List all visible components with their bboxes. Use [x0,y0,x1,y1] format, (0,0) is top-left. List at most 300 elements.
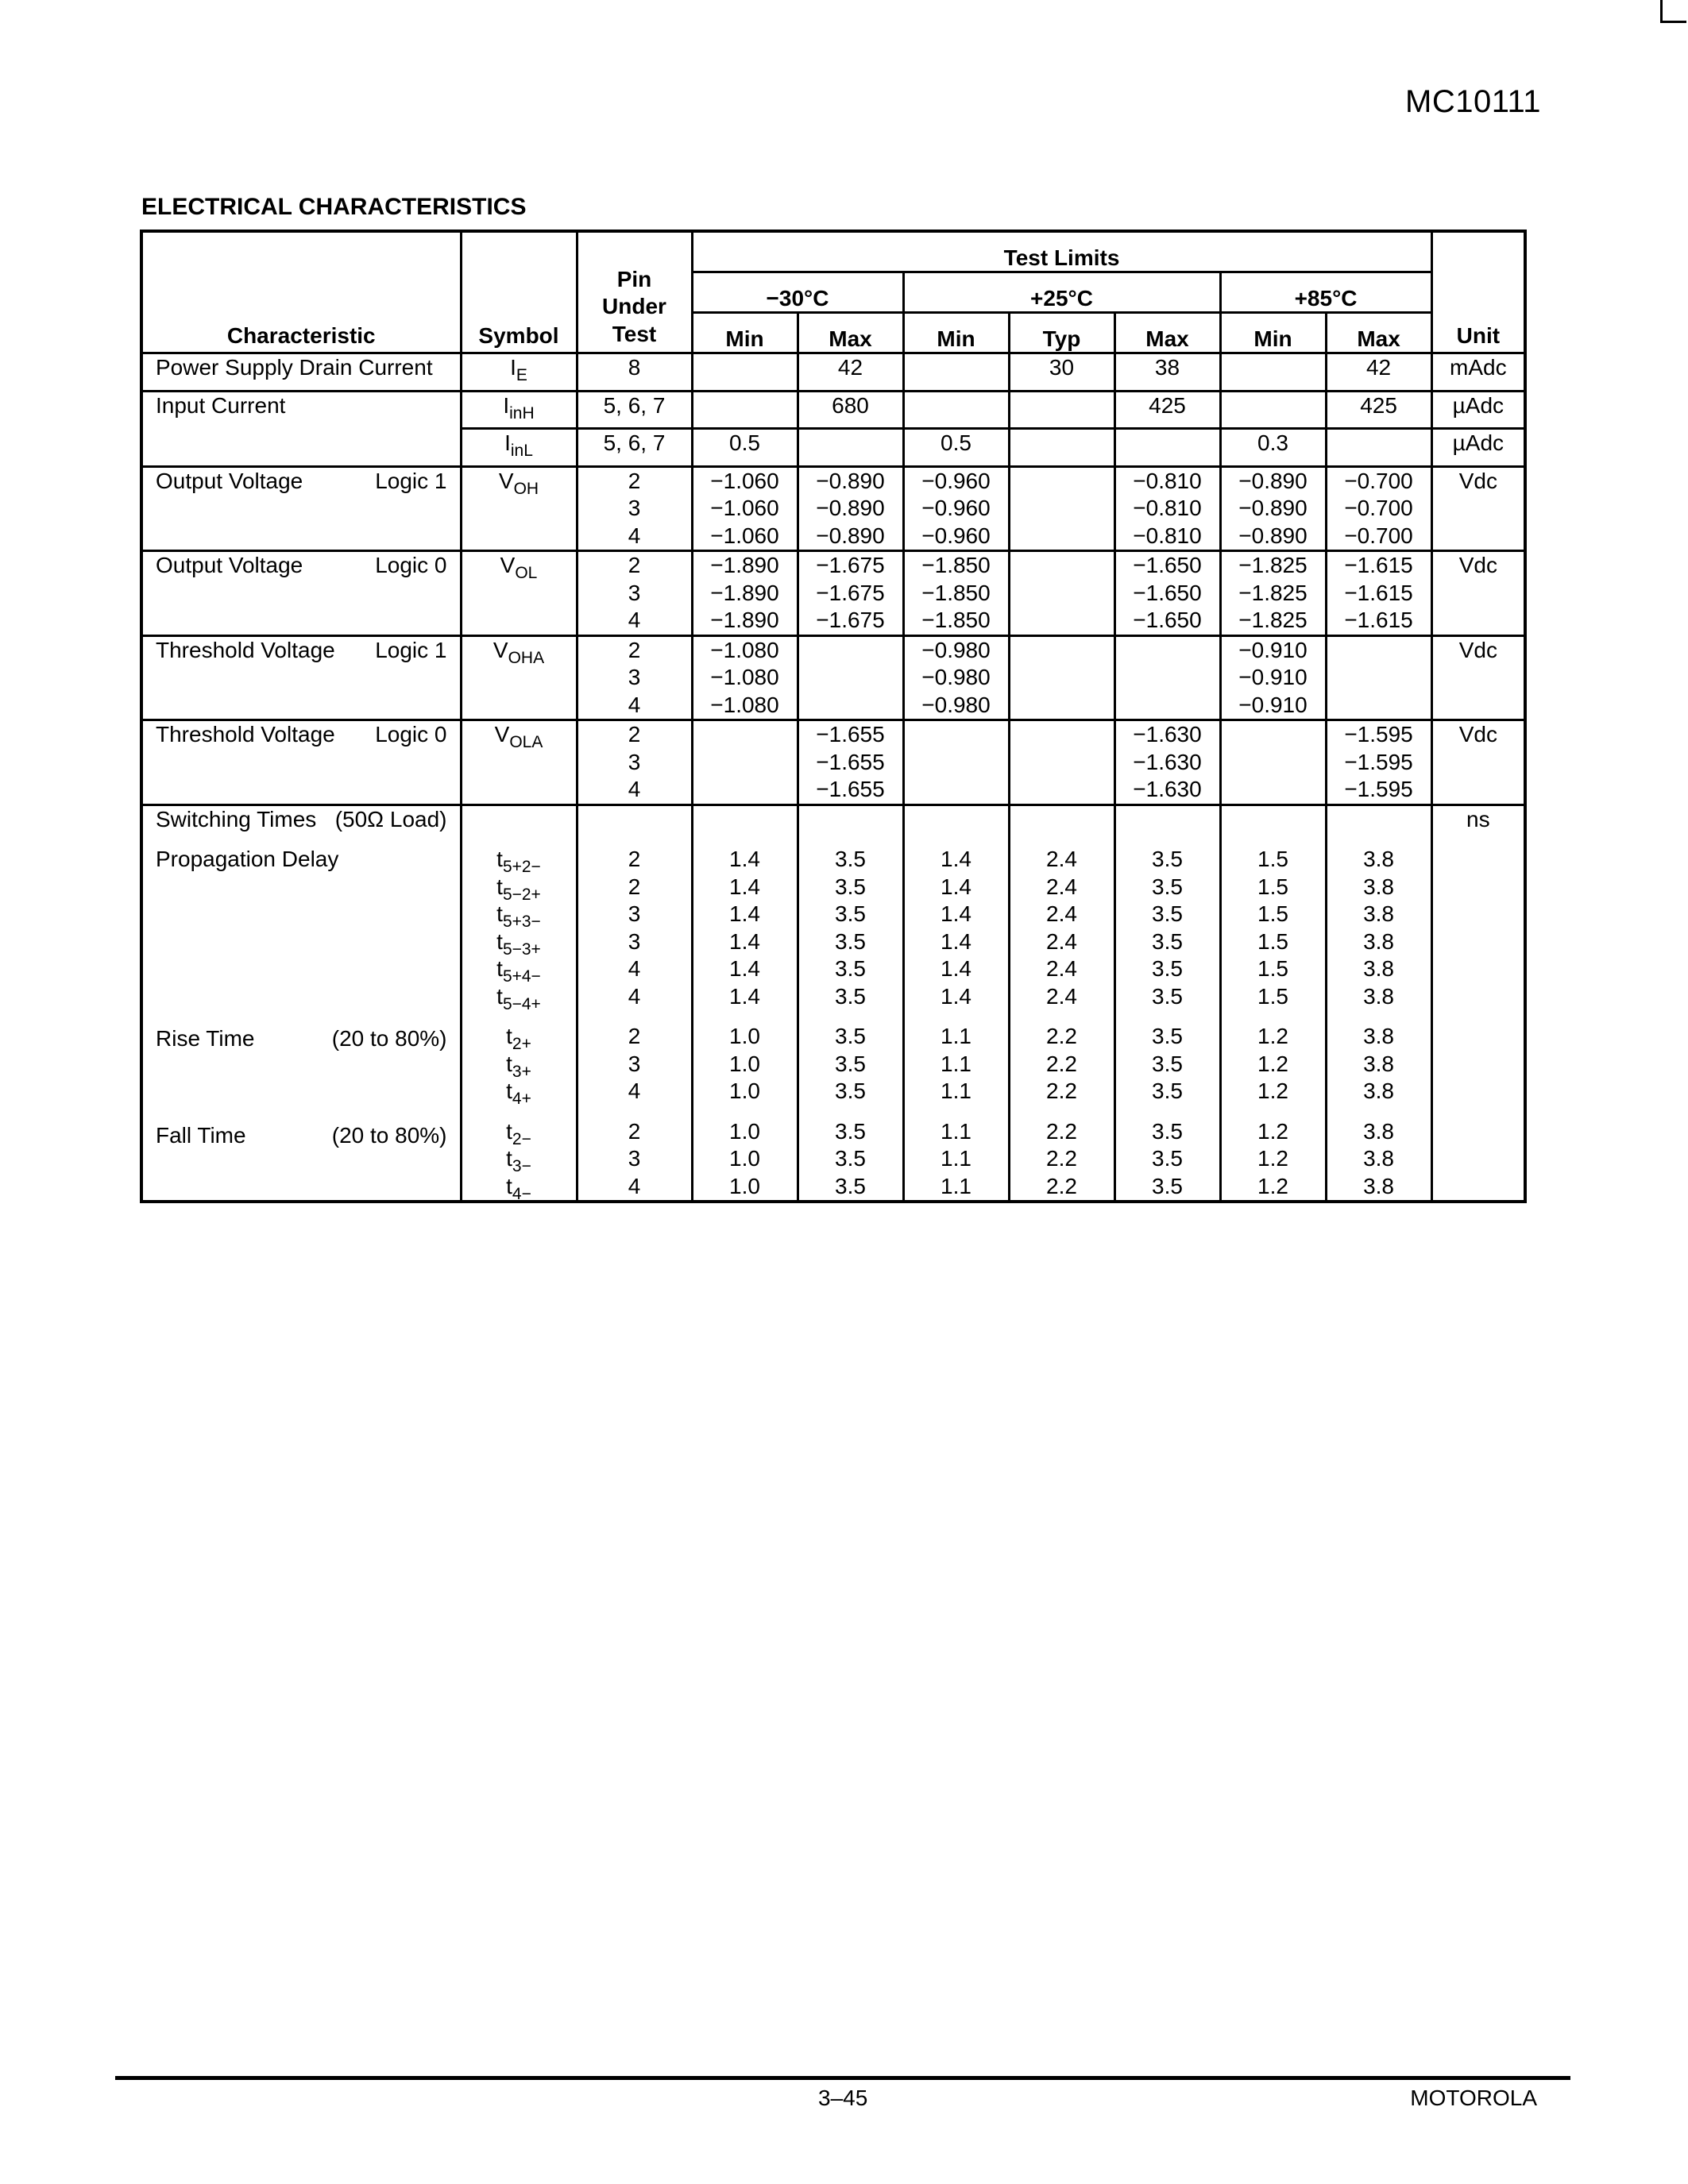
value: 2.4 [1046,928,1077,954]
symbol-base: t [506,1173,512,1198]
value-cell [1114,429,1220,467]
value: 3.5 [1152,847,1183,871]
value: 1.5 [1257,874,1288,899]
value: 3.5 [835,1024,866,1048]
value: −1.080 [710,692,779,717]
symbol-base: t [496,874,503,899]
spacer [905,833,1008,846]
symbol-subscript: 2− [512,1129,531,1148]
symbol-cell [461,551,577,636]
value-cell [1326,466,1431,551]
value: −1.650 [1133,580,1202,605]
logic-label: Logic 1 [375,468,447,493]
value: 1.4 [941,983,971,1009]
symbol-subscript: inH [509,403,535,423]
value-cell [1220,551,1326,636]
value: −1.595 [1344,722,1413,747]
value: 3.8 [1363,1173,1395,1198]
value: −1.850 [921,580,991,605]
value: −0.980 [921,692,991,717]
value-cell: 30 [1009,353,1114,392]
blank-line [578,806,691,834]
value: 3.5 [1152,1024,1183,1048]
value-cell [1114,805,1220,1202]
spacer [693,833,797,846]
header-unit: Unit [1431,231,1525,353]
unit-cell: µAdc [1431,429,1525,467]
value-cell [692,635,798,720]
symbol-subscript: inL [510,442,533,460]
value: 3.5 [1152,1078,1183,1103]
pin-value: 2 [628,1024,641,1048]
header-col-max: Max [1326,313,1431,353]
value: 1.0 [729,1173,760,1198]
header-temp-plus85: +85°C [1220,272,1431,313]
value: 3.5 [1152,874,1183,899]
table-row [141,635,1525,720]
value-cell [1009,551,1114,636]
value: −1.890 [710,553,779,577]
value: 1.4 [941,901,971,926]
characteristic-cell [141,551,461,636]
characteristic-cell [141,635,461,720]
value: −1.655 [816,722,885,747]
value: 1.2 [1257,1078,1288,1103]
symbol-cell [461,635,577,720]
spacer [799,1010,902,1023]
value: −1.615 [1344,608,1413,632]
value: 1.0 [729,1146,760,1171]
value: −1.615 [1344,580,1413,605]
symbol-cell [461,353,577,392]
table-row [141,391,1525,429]
value: −1.060 [710,523,779,548]
value: 3.5 [835,901,866,926]
spacer [1222,833,1325,846]
value: −0.810 [1133,523,1202,548]
value: 1.5 [1257,983,1288,1009]
header-col-min: Min [903,313,1009,353]
value: −1.890 [710,608,779,632]
value: 1.0 [729,1051,760,1076]
value: 1.4 [729,874,760,899]
value-cell: 0.5 [903,429,1009,467]
spacer [1222,1106,1325,1118]
value: 3.5 [835,1118,866,1144]
table-row [141,466,1525,551]
value: 3.5 [835,956,866,981]
value: 2.2 [1046,1024,1077,1048]
value: 1.5 [1257,901,1288,926]
value: 1.4 [941,874,971,899]
corner-crop-mark [1660,0,1686,23]
logic-label: Logic 0 [375,722,447,747]
value-cell: 425 [1326,391,1431,429]
value: 1.2 [1257,1146,1288,1171]
spacer [462,833,576,846]
value: 2.2 [1046,1173,1077,1198]
value-cell [903,466,1009,551]
value-cell [1009,720,1114,805]
value: −1.060 [710,496,779,520]
characteristic-label: Threshold Voltage [156,637,335,662]
symbol-subscript: OH [513,479,539,498]
pin-value: 2 [628,468,641,493]
symbol-subscript: 2+ [512,1035,531,1053]
symbol-subscript: OHA [508,648,545,667]
value-cell [1220,353,1326,392]
pin-value: 3 [628,749,641,774]
symbol-base: t [506,1118,512,1144]
value: −0.700 [1344,468,1413,493]
value: −0.890 [1238,468,1308,493]
header-temp-minus30: −30°C [692,272,903,313]
value: 3.5 [1152,983,1183,1009]
value-cell [1009,429,1114,467]
unit-cell: µAdc [1431,391,1525,429]
symbol-subscript: 3− [512,1157,531,1175]
pin-value: 2 [628,722,641,747]
spacer [905,1106,1008,1118]
spacer [1116,833,1219,846]
header-col-typ: Typ [1009,313,1114,353]
value: 1.4 [729,847,760,871]
symbol-base: t [496,847,503,871]
pin-value: 2 [628,1118,641,1144]
value: −1.630 [1133,777,1202,801]
header-col-min: Min [1220,313,1326,353]
value: 1.5 [1257,928,1288,954]
characteristic-label: Power Supply Drain Current [141,353,461,392]
electrical-characteristics-table [140,230,1527,1203]
pin-value: 3 [628,1051,641,1076]
value-cell [1009,805,1114,1202]
pin-value: 2 [628,874,641,899]
blank-line [799,806,902,834]
value: −1.675 [816,608,885,632]
value: 2.4 [1046,956,1077,981]
pin-cell [577,720,692,805]
header-symbol: Symbol [461,231,577,353]
value: 2.4 [1046,874,1077,899]
symbol-subscript: 4+ [512,1090,531,1108]
value-cell [1114,635,1220,720]
value: −0.890 [816,468,885,493]
value: 2.2 [1046,1051,1077,1076]
header-col-min: Min [692,313,798,353]
value: 3.8 [1363,1118,1395,1144]
value: −0.910 [1238,665,1308,689]
symbol-subscript: OL [515,564,538,582]
value: −1.630 [1133,722,1202,747]
header-pin-under-test [577,231,692,353]
value: −0.700 [1344,523,1413,548]
spacer [799,833,902,846]
unit-cell: Vdc [1431,466,1525,551]
value: 3.8 [1363,956,1395,981]
value-cell [1220,635,1326,720]
symbol-base: t [496,928,503,954]
value-cell: 0.5 [692,429,798,467]
value: −1.650 [1133,553,1202,577]
spacer [1327,1106,1431,1118]
pin-value: 3 [628,1146,641,1171]
symbol-subscript: OLA [509,733,543,751]
table-row [141,353,1525,392]
spacer [799,1106,902,1118]
value: 3.5 [1152,1146,1183,1171]
characteristic-label: Output Voltage [156,468,303,493]
symbol-entry [462,928,576,959]
symbol-base: V [498,468,514,493]
spacer [1010,833,1114,846]
value: 1.2 [1257,1051,1288,1076]
value-cell [1326,551,1431,636]
header-col-max: Max [1114,313,1220,353]
symbol-entry [462,874,576,904]
value: 1.4 [941,928,971,954]
characteristic-cell [141,720,461,805]
value: 2.2 [1046,1118,1077,1144]
value-cell [1009,635,1114,720]
value: −1.080 [710,637,779,662]
value: 2.4 [1046,983,1077,1009]
footer-rule [115,2076,1570,2080]
unit-cell: Vdc [1431,551,1525,636]
value: 3.5 [1152,901,1183,926]
blank-line [905,806,1008,834]
header-pin-line-3: Test [612,321,657,346]
value: 3.8 [1363,1146,1395,1171]
value-cell [798,635,903,720]
spacer [1222,1010,1325,1023]
unit-cell: Vdc [1431,720,1525,805]
value: 3.5 [1152,1051,1183,1076]
value: 1.4 [729,956,760,981]
pin-value: 4 [628,983,641,1009]
logic-label: Logic 0 [375,553,447,577]
unit-cell: mAdc [1431,353,1525,392]
value-cell [903,353,1009,392]
spacer [1010,1010,1114,1023]
pin-value: 4 [628,523,641,548]
value: −0.810 [1133,496,1202,520]
spacer [1010,1106,1114,1118]
value: −1.655 [816,749,885,774]
rise-time-label: Rise Time [156,1025,255,1051]
symbol-entry [462,1145,576,1173]
symbol-subscript: E [516,366,527,384]
value-cell [1220,391,1326,429]
value: 3.8 [1363,928,1395,954]
value: −0.960 [921,496,991,520]
pin-cell [577,635,692,720]
value: −0.960 [921,468,991,493]
symbol-base: V [494,722,510,747]
value-cell [1326,720,1431,805]
value: 1.2 [1257,1024,1288,1048]
symbol-entry [462,1023,576,1051]
spacer [578,1106,691,1118]
symbol-base: V [500,553,516,577]
value: −1.595 [1344,777,1413,801]
symbol-base: t [506,1051,512,1076]
value: 3.5 [835,928,866,954]
value: 3.8 [1363,1024,1395,1048]
symbol-base: t [506,1146,512,1171]
blank-line [1222,806,1325,834]
header-characteristic: Characteristic [141,231,461,353]
spacer [1327,1010,1431,1023]
characteristic-label: Input Current [141,391,461,466]
fall-time-condition: (20 to 80%) [331,1123,447,1148]
value-cell [1326,429,1431,467]
symbol-entry [462,846,576,874]
pin-cell: 8 [577,353,692,392]
value-cell [1220,805,1326,1202]
section-title: ELECTRICAL CHARACTERISTICS [141,194,527,220]
spacer [578,833,691,846]
value: −1.060 [710,468,779,493]
value-cell [1009,391,1114,429]
characteristic-label: Threshold Voltage [156,722,335,747]
spacer [1116,1106,1219,1118]
pin-value: 3 [628,665,641,689]
value: 1.0 [729,1078,760,1103]
value-cell [1009,466,1114,551]
value: −0.960 [921,523,991,548]
value: 2.2 [1046,1146,1077,1171]
switching-label: Switching Times [156,806,317,832]
value: −1.595 [1344,749,1413,774]
value: 3.8 [1363,1078,1395,1103]
spacer [693,1106,797,1118]
pin-value: 2 [628,553,641,577]
value-cell: 680 [798,391,903,429]
value-cell [1114,551,1220,636]
spacer [1327,833,1431,846]
value: 3.5 [1152,1173,1183,1198]
value: 2.4 [1046,847,1077,871]
value: −1.630 [1133,749,1202,774]
value-cell [798,551,903,636]
value-cell [903,720,1009,805]
pin-cell: 5, 6, 7 [577,429,692,467]
value: 1.1 [941,1146,971,1171]
value-cell: 38 [1114,353,1220,392]
value: −1.825 [1238,608,1308,632]
value: 3.5 [835,983,866,1009]
pin-cell [577,551,692,636]
value-cell [1326,805,1431,1202]
pin-value: 3 [628,928,641,954]
blank-line [693,806,797,834]
symbol-entry [462,1118,576,1146]
symbol-subscript: 5−2+ [502,885,541,904]
symbol-base: V [492,637,508,662]
page-number: 3–45 [818,2086,868,2110]
value: 1.4 [941,847,971,871]
value: 1.1 [941,1173,971,1198]
value-cell [1220,466,1326,551]
symbol-entry [462,983,576,1011]
value: −1.850 [921,608,991,632]
pin-value: 4 [628,1078,641,1103]
characteristic-cell [141,805,461,1202]
value: 3.5 [1152,1118,1183,1144]
value: 3.8 [1363,983,1395,1009]
blank-line [462,806,576,834]
symbol-subscript: 5−4+ [502,994,541,1013]
table-row [141,805,1525,1202]
value: 1.4 [729,928,760,954]
value: −1.080 [710,665,779,689]
footer-brand: MOTOROLA [1410,2086,1537,2110]
value-cell [1326,635,1431,720]
value: −0.700 [1344,496,1413,520]
value: −1.825 [1238,580,1308,605]
symbol-entry [462,1173,576,1201]
pin-value: 4 [628,692,641,717]
value-cell [692,720,798,805]
value: 1.0 [729,1024,760,1048]
value: −1.890 [710,580,779,605]
value: 3.5 [835,847,866,871]
symbol-cell [461,805,577,1202]
value: 1.1 [941,1078,971,1103]
symbol-cell [461,720,577,805]
symbol-entry [462,901,576,931]
symbol-base: t [496,956,503,981]
value: 1.4 [729,983,760,1009]
spacer [693,1010,797,1023]
value: −1.650 [1133,608,1202,632]
value: −0.890 [816,523,885,548]
value: 1.5 [1257,847,1288,871]
table-row [141,720,1525,805]
pin-value: 3 [628,901,641,926]
table-row [141,551,1525,636]
symbol-base: t [506,1024,512,1048]
value: 3.5 [1152,928,1183,954]
value: 1.2 [1257,1173,1288,1198]
symbol-base: t [506,1078,512,1103]
value: 3.8 [1363,874,1395,899]
value: 3.8 [1363,847,1395,871]
pin-value: 2 [628,637,641,662]
value: 1.1 [941,1024,971,1048]
characteristic-cell [141,466,461,551]
value: 3.8 [1363,1051,1395,1076]
pin-value: 2 [628,847,641,871]
spacer [578,1010,691,1023]
value: −1.850 [921,553,991,577]
symbol-subscript: 5+4− [502,967,541,986]
rise-time-condition: (20 to 80%) [331,1025,447,1051]
symbol-subscript: 5+3− [502,913,541,931]
blank-line [1327,806,1431,834]
value: −1.675 [816,580,885,605]
unit-cell: Vdc [1431,635,1525,720]
value-cell: 425 [1114,391,1220,429]
header-pin-line-1: Pin [616,266,652,291]
symbol-entry [462,955,576,986]
value-cell [692,805,798,1202]
value: 1.1 [941,1051,971,1076]
value-cell [1114,466,1220,551]
value: 3.5 [835,1173,866,1198]
header-test-limits: Test Limits [692,231,1431,272]
